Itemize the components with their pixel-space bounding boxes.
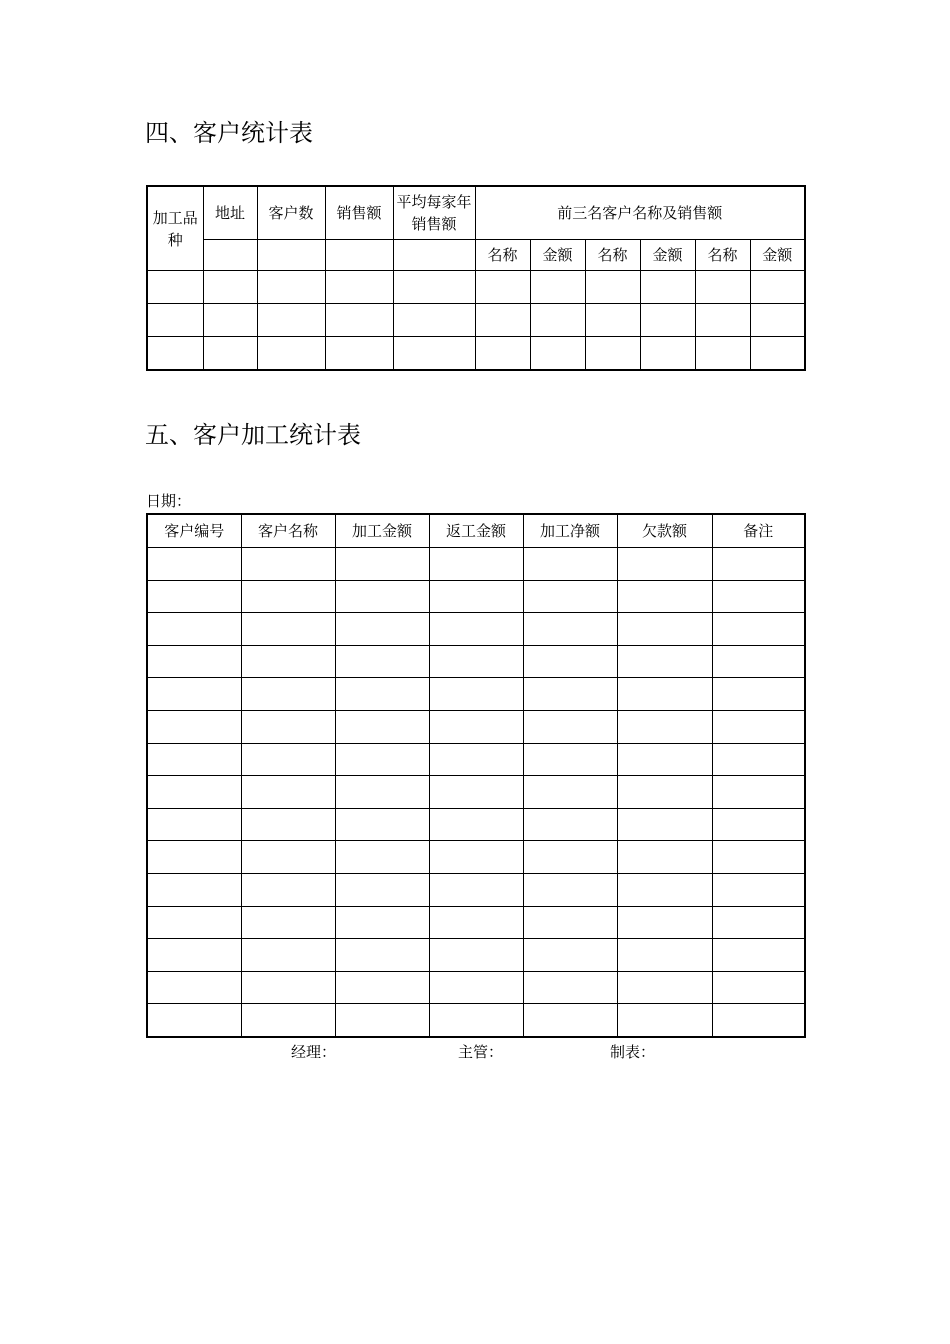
table-row [147, 971, 805, 1004]
table-cell [393, 337, 475, 371]
table-row [147, 710, 805, 743]
table-cell [393, 271, 475, 304]
table-cell [429, 678, 523, 711]
table-row [147, 939, 805, 972]
table-cell [523, 710, 617, 743]
table-cell [523, 743, 617, 776]
table-cell [335, 939, 429, 972]
table-cell [429, 906, 523, 939]
table-cell [530, 337, 585, 371]
header-rework-amount: 返工金额 [429, 514, 523, 548]
table-cell [750, 304, 805, 337]
table-cell [712, 710, 805, 743]
customer-processing-table [146, 513, 806, 1038]
table-cell [475, 337, 530, 371]
table-cell [712, 743, 805, 776]
table-cell [429, 873, 523, 906]
table-cell [335, 841, 429, 874]
table-cell [335, 710, 429, 743]
table-cell [241, 548, 335, 581]
table-cell [585, 337, 640, 371]
table-row [147, 645, 805, 678]
table-cell [393, 304, 475, 337]
table-cell [147, 939, 241, 972]
table-cell [530, 271, 585, 304]
table-cell [429, 645, 523, 678]
table-cell [257, 240, 325, 271]
table-cell [617, 873, 712, 906]
table-cell [523, 841, 617, 874]
table-cell [325, 240, 393, 271]
table-row [147, 613, 805, 646]
table-cell [147, 337, 203, 371]
table-subheader-row [147, 240, 805, 271]
table-cell [335, 873, 429, 906]
table-cell [241, 743, 335, 776]
date-label: 日期： [146, 492, 192, 510]
table-cell [335, 613, 429, 646]
table-cell [325, 271, 393, 304]
table-cell [617, 939, 712, 972]
table-cell [617, 548, 712, 581]
table-cell [475, 271, 530, 304]
table-cell [147, 873, 241, 906]
header-customer-name: 客户名称 [241, 514, 335, 548]
table-cell [617, 710, 712, 743]
table-cell [429, 613, 523, 646]
table-cell [523, 939, 617, 972]
table-row [147, 841, 805, 874]
table-body [147, 548, 805, 1037]
table-cell [617, 743, 712, 776]
table-cell [712, 906, 805, 939]
header-arrears: 欠款额 [617, 514, 712, 548]
table-row [147, 808, 805, 841]
table-cell [585, 271, 640, 304]
table-cell [429, 808, 523, 841]
table-cell [475, 304, 530, 337]
table-cell [617, 580, 712, 613]
table-cell [147, 678, 241, 711]
table-cell [241, 613, 335, 646]
table-cell [523, 678, 617, 711]
subheader-amount-3: 金额 [750, 240, 805, 271]
table-header-row [147, 514, 805, 548]
table-cell [147, 304, 203, 337]
header-product-type: 加工品种 [147, 186, 203, 271]
table-cell [712, 971, 805, 1004]
table-cell [147, 743, 241, 776]
table-cell [523, 906, 617, 939]
subheader-name-1: 名称 [475, 240, 530, 271]
table-cell [617, 971, 712, 1004]
table-cell [429, 548, 523, 581]
table-cell [335, 1004, 429, 1037]
table-cell [147, 808, 241, 841]
table-cell [640, 337, 695, 371]
table-cell [523, 873, 617, 906]
table-cell [429, 580, 523, 613]
table-cell [750, 337, 805, 371]
table-cell [712, 613, 805, 646]
table-cell [147, 776, 241, 809]
table-cell [147, 613, 241, 646]
table-row [147, 304, 805, 337]
table-cell [429, 776, 523, 809]
table-cell [712, 1004, 805, 1037]
table-cell [203, 271, 257, 304]
header-sales: 销售额 [325, 186, 393, 240]
table-cell [335, 971, 429, 1004]
table-cell [712, 808, 805, 841]
table-cell [335, 678, 429, 711]
table-row [147, 548, 805, 581]
supervisor-label: 主管： [458, 1043, 504, 1061]
table-cell [523, 613, 617, 646]
table-cell [712, 678, 805, 711]
table-cell [241, 808, 335, 841]
table-cell [257, 271, 325, 304]
table-cell [147, 841, 241, 874]
table-cell [712, 580, 805, 613]
subheader-amount-2: 金额 [640, 240, 695, 271]
table-row [147, 271, 805, 304]
table-cell [241, 906, 335, 939]
table-cell [530, 304, 585, 337]
table-cell [241, 841, 335, 874]
table-cell [147, 580, 241, 613]
table-cell [335, 808, 429, 841]
table-row [147, 337, 805, 371]
table-cell [523, 808, 617, 841]
table-cell [335, 580, 429, 613]
table-cell [617, 776, 712, 809]
table-cell [523, 645, 617, 678]
table-row [147, 678, 805, 711]
table-cell [147, 971, 241, 1004]
table-cell [695, 304, 750, 337]
table-cell [429, 710, 523, 743]
table-cell [147, 645, 241, 678]
table-row [147, 1004, 805, 1037]
table-cell [617, 678, 712, 711]
header-address: 地址 [203, 186, 257, 240]
table-cell [712, 873, 805, 906]
table-cell [617, 906, 712, 939]
manager-label: 经理： [291, 1043, 337, 1061]
table-cell [523, 1004, 617, 1037]
table-cell [335, 548, 429, 581]
table-cell [523, 580, 617, 613]
preparer-label: 制表： [610, 1043, 656, 1061]
table-cell [712, 645, 805, 678]
table-cell [241, 710, 335, 743]
table-row [147, 906, 805, 939]
header-customer-id: 客户编号 [147, 514, 241, 548]
table-cell [712, 841, 805, 874]
table-cell [147, 1004, 241, 1037]
table-cell [695, 337, 750, 371]
table-cell [429, 743, 523, 776]
table-cell [617, 808, 712, 841]
table-cell [585, 304, 640, 337]
table-body [147, 271, 805, 371]
table-cell [617, 645, 712, 678]
table-cell [325, 304, 393, 337]
table-cell [203, 240, 257, 271]
table-cell [203, 337, 257, 371]
table-cell [147, 548, 241, 581]
table-cell [640, 271, 695, 304]
table-cell [617, 1004, 712, 1037]
table-cell [241, 645, 335, 678]
table-cell [617, 613, 712, 646]
table-cell [617, 841, 712, 874]
table-row [147, 776, 805, 809]
table-cell [241, 580, 335, 613]
header-net-amount: 加工净额 [523, 514, 617, 548]
table-cell [325, 337, 393, 371]
table-cell [712, 939, 805, 972]
header-avg-sales: 平均每家年销售额 [393, 186, 475, 240]
header-customer-count: 客户数 [257, 186, 325, 240]
table-cell [393, 240, 475, 271]
table-cell [241, 971, 335, 1004]
table-cell [429, 1004, 523, 1037]
table-cell [147, 710, 241, 743]
section5-title: 五、客户加工统计表 [145, 421, 361, 449]
table-cell [429, 841, 523, 874]
header-remarks: 备注 [712, 514, 805, 548]
section4-title: 四、客户统计表 [145, 119, 313, 147]
table-cell [712, 776, 805, 809]
subheader-amount-1: 金额 [530, 240, 585, 271]
table-cell [203, 304, 257, 337]
table-cell [241, 939, 335, 972]
table-cell [695, 271, 750, 304]
table-cell [147, 271, 203, 304]
table-cell [335, 776, 429, 809]
table-cell [429, 971, 523, 1004]
table-cell [335, 906, 429, 939]
subheader-name-2: 名称 [585, 240, 640, 271]
table-cell [257, 304, 325, 337]
table-cell [335, 645, 429, 678]
table-cell [241, 1004, 335, 1037]
table-cell [241, 678, 335, 711]
table-cell [523, 548, 617, 581]
table-cell [750, 271, 805, 304]
table-cell [640, 304, 695, 337]
table-cell [712, 548, 805, 581]
table-cell [257, 337, 325, 371]
table-row [147, 873, 805, 906]
subheader-name-3: 名称 [695, 240, 750, 271]
table-header-row [147, 186, 805, 240]
table-cell [147, 906, 241, 939]
header-processing-amount: 加工金额 [335, 514, 429, 548]
table-cell [335, 743, 429, 776]
customer-statistics-table [146, 185, 806, 371]
table-cell [523, 971, 617, 1004]
table-row [147, 743, 805, 776]
table-cell [241, 873, 335, 906]
table-cell [241, 776, 335, 809]
table-row [147, 580, 805, 613]
header-top3-customers: 前三名客户名称及销售额 [475, 186, 805, 240]
table-cell [429, 939, 523, 972]
table-cell [523, 776, 617, 809]
